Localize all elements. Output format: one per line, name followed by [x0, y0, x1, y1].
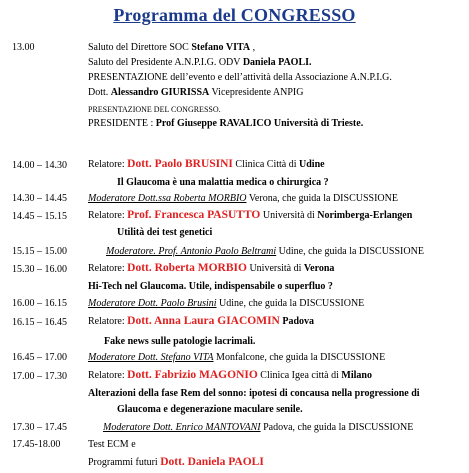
time-session-1: 14.00 – 14.30	[12, 160, 67, 171]
speaker-line-4	[88, 315, 314, 328]
speaker-name: Dott. Paolo BRUSINI	[127, 158, 233, 170]
time-moderator-2: 15.15 – 15.00	[12, 246, 67, 257]
opening-line-5: PRESENTAZIONE DEL CONGRESSO.	[88, 105, 221, 114]
moderator-line-5	[103, 422, 413, 434]
text: Monfalcone, che guida la DISCUSSIONE	[213, 352, 386, 363]
text: Relatore:	[88, 316, 128, 327]
text: ,	[250, 42, 256, 53]
opening-line-2	[88, 57, 312, 69]
moderator-line-4	[88, 352, 385, 364]
moderator-name: Moderatore. Prof. Antonio Paolo Beltrami	[106, 246, 277, 257]
city: Verona	[303, 263, 335, 274]
moderator-line-1	[88, 193, 398, 205]
text: Verona, che guida la DISCUSSIONE	[246, 193, 398, 204]
time-moderator-1: 14.30 – 14.45	[12, 193, 67, 204]
moderator-name: Moderatore Dott. Paolo Brusini	[88, 298, 217, 309]
moderator-name: Moderatore Dott. Stefano VITA	[88, 352, 214, 363]
text: Saluto del Direttore SOC	[88, 42, 192, 53]
topic-4: Fake news sulle patologie lacrimali.	[104, 336, 256, 347]
text: Saluto del Presidente A.N.P.I.G. ODV	[88, 57, 243, 68]
text: Relatore:	[88, 370, 128, 381]
text: Università di	[260, 210, 318, 221]
topic-3: Hi-Tech nel Glaucoma. Utile, indispensabile o superfluo ?	[88, 281, 333, 292]
speaker-line-3	[88, 262, 334, 275]
topic-5-line-1: Alterazioni della fase Rem del sonno: ipotesi di concausa nella progressione di	[88, 388, 420, 399]
time-opening: 13.00	[12, 42, 35, 53]
text: Relatore:	[88, 210, 128, 221]
person-name: Stefano VITA	[191, 42, 251, 53]
time-moderator-5: 17.30 – 17.45	[12, 422, 67, 433]
text: Dott.	[88, 87, 111, 98]
person-name: Dott. Daniela PAOLI	[160, 456, 264, 468]
text: Relatore:	[88, 263, 128, 274]
time-end: 17.45-18.00	[12, 439, 61, 450]
time-moderator-4: 16.45 – 17.00	[12, 352, 67, 363]
moderator-line-2	[106, 246, 424, 258]
speaker-name: Dott. Roberta MORBIO	[127, 262, 247, 274]
moderator-name: Moderatore Dott.ssa Roberta MORBIO	[88, 193, 247, 204]
time-session-5: 17.00 – 17.30	[12, 371, 67, 382]
page-title: Programma del CONGRESSO	[113, 5, 356, 25]
topic-1: Il Glaucoma è una malattia medica o chirurgica ?	[117, 177, 329, 188]
text: Padova, che guida la DISCUSSIONE	[260, 422, 414, 433]
opening-line-6	[88, 118, 363, 130]
text: Clinica Igea città di	[257, 370, 342, 381]
speaker-line-2	[88, 209, 412, 222]
opening-line-3: PRESENTAZIONE dell’evento e dell’attività della Associazione A.N.P.I.G.	[88, 72, 392, 83]
topic-5-line-2: Glaucoma e degenerazione maculare senile.	[117, 404, 303, 415]
text: Clinica Città di	[232, 159, 300, 170]
topic-2: Utilità dei test genetici	[117, 227, 213, 238]
text: Udine, che guida la DISCUSSIONE	[216, 298, 365, 309]
speaker-name: Dott. Fabrizio MAGONIO	[127, 369, 258, 381]
moderator-line-3	[88, 298, 364, 310]
text: Udine, che guida la DISCUSSIONE	[276, 246, 424, 257]
city: Padova	[282, 316, 315, 327]
speaker-line-5	[88, 369, 372, 382]
person-name: Alessandro GIURISSA	[110, 87, 210, 98]
city: Milano	[341, 370, 372, 381]
speaker-line-1	[88, 158, 325, 171]
text: Relatore:	[88, 159, 128, 170]
time-session-3: 15.30 – 16.00	[12, 264, 67, 275]
moderator-name: Moderatore Dott. Enrico MANTOVANI	[103, 422, 261, 433]
speaker-name: Dott. Anna Laura GIACOMIN	[127, 315, 280, 327]
opening-line-1	[88, 42, 255, 54]
speaker-name: Prof. Francesca PASUTTO	[127, 209, 261, 221]
text: Università di	[246, 263, 304, 274]
time-session-2: 14.45 – 15.15	[12, 211, 67, 222]
time-session-4: 16.15 – 16.45	[12, 317, 67, 328]
text: Vicepresidente ANPIG	[209, 87, 304, 98]
end-line-1: Test ECM e	[88, 439, 136, 450]
president-name: Prof Giuseppe RAVALICO Università di Trieste.	[155, 118, 364, 129]
person-name: Daniela PAOLI.	[242, 57, 312, 68]
text: Programmi futuri	[88, 457, 161, 468]
text: PRESIDENTE :	[88, 118, 156, 129]
time-moderator-3: 16.00 – 16.15	[12, 298, 67, 309]
end-line-2	[88, 456, 264, 469]
opening-line-4	[88, 87, 303, 99]
city: Udine	[299, 159, 325, 170]
city: Norimberga-Erlangen	[317, 210, 413, 221]
